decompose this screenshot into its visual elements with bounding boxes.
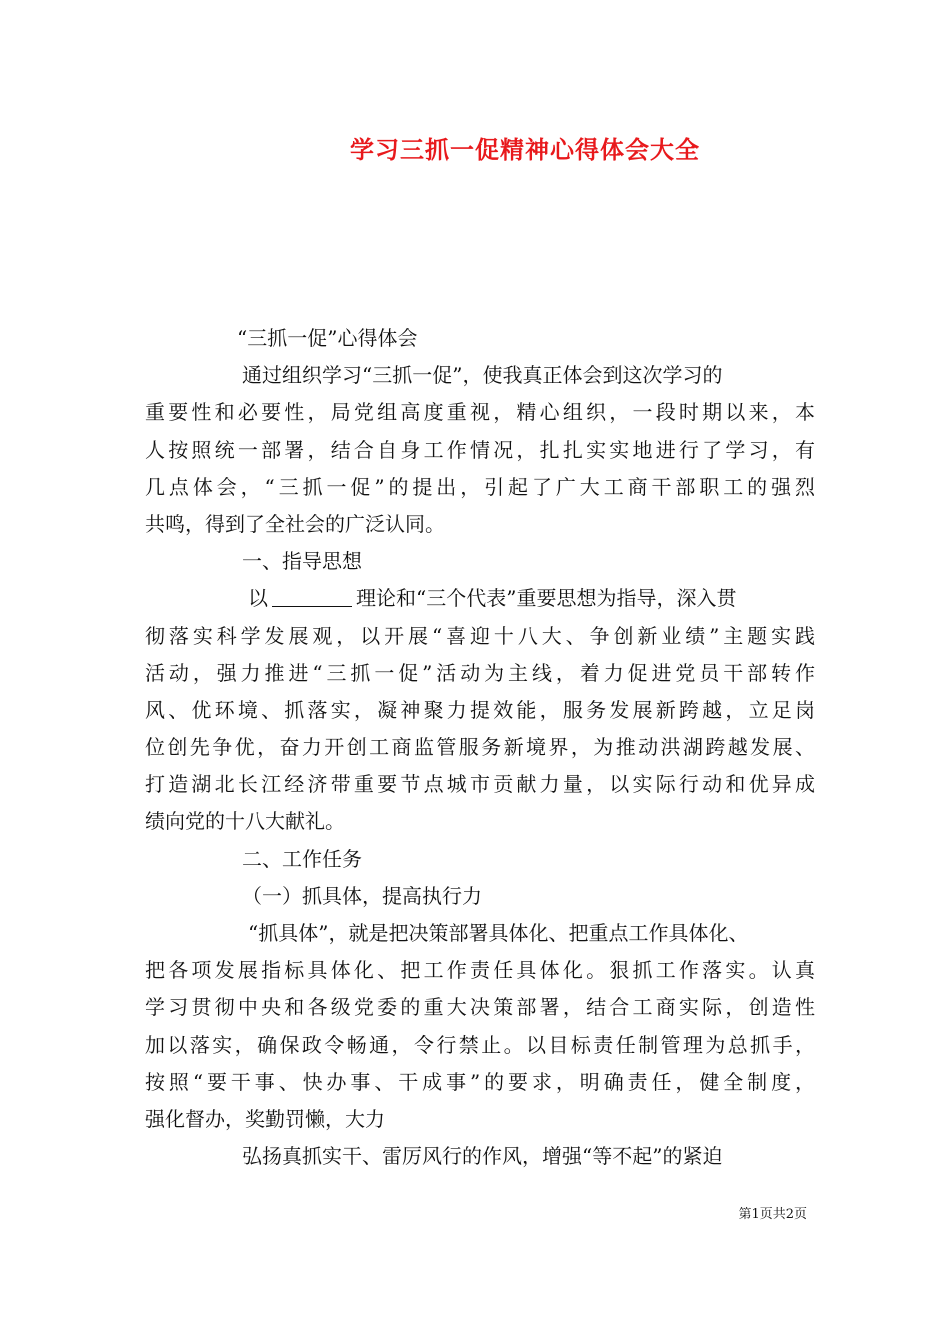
section-heading: “三抓一促”心得体会	[237, 326, 418, 350]
paragraph-line: 把各项发展指标具体化、把工作责任具体化。狠抓工作落实。认真	[145, 958, 815, 983]
page-title	[0, 132, 950, 168]
paragraph-line: 位创先争优，奋力开创工商监管服务新境界，为推动洪湖跨越发展、	[145, 735, 815, 760]
paragraph-line: 人按照统一部署，结合自身工作情况，扎扎实实地进行了学习，有	[145, 437, 815, 462]
page-title-text: 学习三抓一促精神心得体会大全	[350, 135, 700, 164]
paragraph-line: 弘扬真抓实干、雷厉风行的作风，增强“等不起”的紧迫	[242, 1144, 723, 1169]
paragraph-line: 几点体会，“三抓一促”的提出，引起了广大工商干部职工的强烈	[145, 474, 815, 499]
paragraph-line: 按照“要干事、快办事、干成事”的要求，明确责任，健全制度，	[145, 1069, 815, 1094]
paragraph-line: “抓具体”，就是把决策部署具体化、把重点工作具体化、	[248, 921, 749, 945]
section-heading: 二、工作任务	[242, 846, 362, 871]
paragraph-line: 强化督办，奖勤罚懒，大力	[145, 1106, 385, 1131]
blank-underline	[272, 584, 352, 607]
paragraph-line: 彻落实科学发展观，以开展“喜迎十八大、争创新业绩”主题实践	[145, 623, 815, 648]
paragraph-line: 重要性和必要性，局党组高度重视，精心组织，一段时期以来，本	[145, 400, 815, 425]
subsection-heading: （一）抓具体，提高执行力	[242, 883, 482, 908]
paragraph-line: 打造湖北长江经济带重要节点城市贡献力量，以实际行动和优异成	[145, 772, 815, 797]
page-footer: 第1页共2页	[738, 1207, 807, 1222]
section-heading: 一、指导思想	[242, 549, 362, 574]
line-text: 以	[248, 586, 268, 611]
paragraph-line: 通过组织学习“三抓一促”，使我真正体会到这次学习的	[242, 363, 723, 388]
paragraph-line: 学习贯彻中央和各级党委的重大决策部署，结合工商实际，创造性	[145, 995, 815, 1020]
paragraph-line: 活动，强力推进“三抓一促”活动为主线，着力促进党员干部转作	[145, 660, 815, 685]
paragraph-line: 共鸣，得到了全社会的广泛认同。	[145, 511, 445, 536]
paragraph-line: 绩向党的十八大献礼。	[145, 809, 345, 834]
paragraph-line: 风、优环境、抓落实，凝神聚力提效能，服务发展新跨越，立足岗	[145, 697, 815, 722]
paragraph-line: 加以落实，确保政令畅通，令行禁止。以目标责任制管理为总抓手，	[145, 1032, 815, 1057]
document-body	[145, 320, 815, 1175]
paragraph-line	[145, 580, 815, 617]
line-text: 理论和“三个代表”重要思想为指导，深入贯	[356, 586, 737, 611]
